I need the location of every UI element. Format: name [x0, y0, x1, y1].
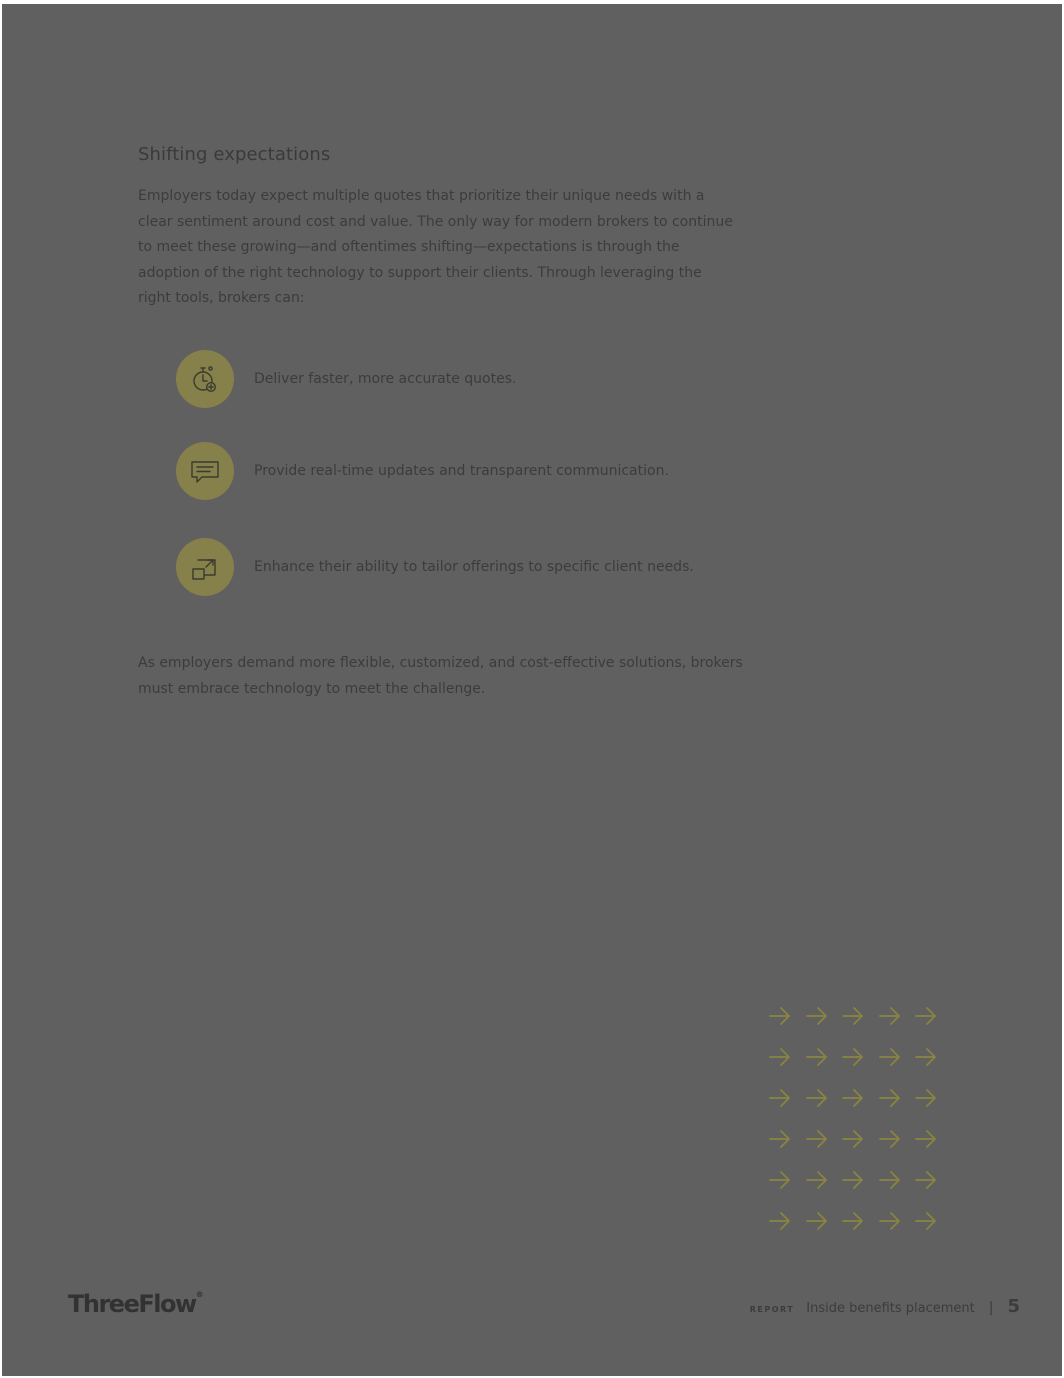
arrow-right-icon [766, 1002, 794, 1030]
arrow-right-icon [912, 1166, 940, 1194]
arrow-right-icon [912, 1043, 940, 1071]
stopwatch-plus-icon [176, 350, 234, 408]
arrow-right-icon [803, 1043, 831, 1071]
arrow-right-icon [876, 1084, 904, 1112]
intro-paragraph: Employers today expect multiple quotes that prioritize their unique needs with a clear sentiment around cost and value. The only way for modern brokers to continue to meet these growing—and oftentimes shifting—expectations is through the adoption of the right technology to support their clients. Through leveraging the right tools, brokers can: [138, 188, 733, 306]
bullet-text: Deliver faster, more accurate quotes. [254, 371, 517, 387]
arrow-right-icon [876, 1207, 904, 1235]
chat-bubble-icon [176, 442, 234, 500]
footer-title: Inside benefits placement [806, 1301, 975, 1316]
arrow-right-icon [839, 1125, 867, 1153]
arrow-right-icon [803, 1125, 831, 1153]
arrow-right-icon [839, 1043, 867, 1071]
threeflow-logo: ThreeFlow® [68, 1290, 204, 1318]
arrow-right-icon [876, 1125, 904, 1153]
arrow-right-icon [766, 1207, 794, 1235]
decorative-arrow-grid [766, 1002, 949, 1248]
bullet-item-communication [176, 442, 669, 500]
bullet-item-quotes [176, 350, 516, 408]
arrow-right-icon [912, 1207, 940, 1235]
arrow-right-icon [803, 1084, 831, 1112]
closing-paragraph: As employers demand more flexible, customized, and cost-effective solutions, brokers must embrace technology to meet the challenge. [138, 655, 743, 697]
footer-divider: | [988, 1300, 994, 1316]
arrow-right-icon [766, 1125, 794, 1153]
arrow-right-icon [876, 1043, 904, 1071]
logo-text: ThreeFlow [68, 1290, 196, 1318]
bullet-text: Enhance their ability to tailor offerings to specific client needs. [254, 559, 694, 575]
arrow-right-icon [766, 1084, 794, 1112]
expand-arrow-icon [176, 538, 234, 596]
arrow-right-icon [912, 1002, 940, 1030]
arrow-right-icon [803, 1166, 831, 1194]
page-number: 5 [1007, 1296, 1020, 1317]
arrow-right-icon [766, 1043, 794, 1071]
section-heading: Shifting expectations [138, 144, 331, 165]
arrow-right-icon [839, 1002, 867, 1030]
arrow-right-icon [839, 1207, 867, 1235]
arrow-right-icon [876, 1166, 904, 1194]
report-page [2, 4, 1062, 1376]
arrow-right-icon [803, 1207, 831, 1235]
footer-kicker: REPORT [749, 1305, 795, 1314]
arrow-right-icon [839, 1084, 867, 1112]
bullet-text: Provide real-time updates and transparent communication. [254, 463, 669, 479]
arrow-right-icon [912, 1125, 940, 1153]
page-footer [750, 1296, 1020, 1317]
bullet-item-tailor [176, 538, 694, 596]
arrow-right-icon [803, 1002, 831, 1030]
arrow-right-icon [766, 1166, 794, 1194]
arrow-right-icon [876, 1002, 904, 1030]
arrow-right-icon [912, 1084, 940, 1112]
arrow-right-icon [839, 1166, 867, 1194]
